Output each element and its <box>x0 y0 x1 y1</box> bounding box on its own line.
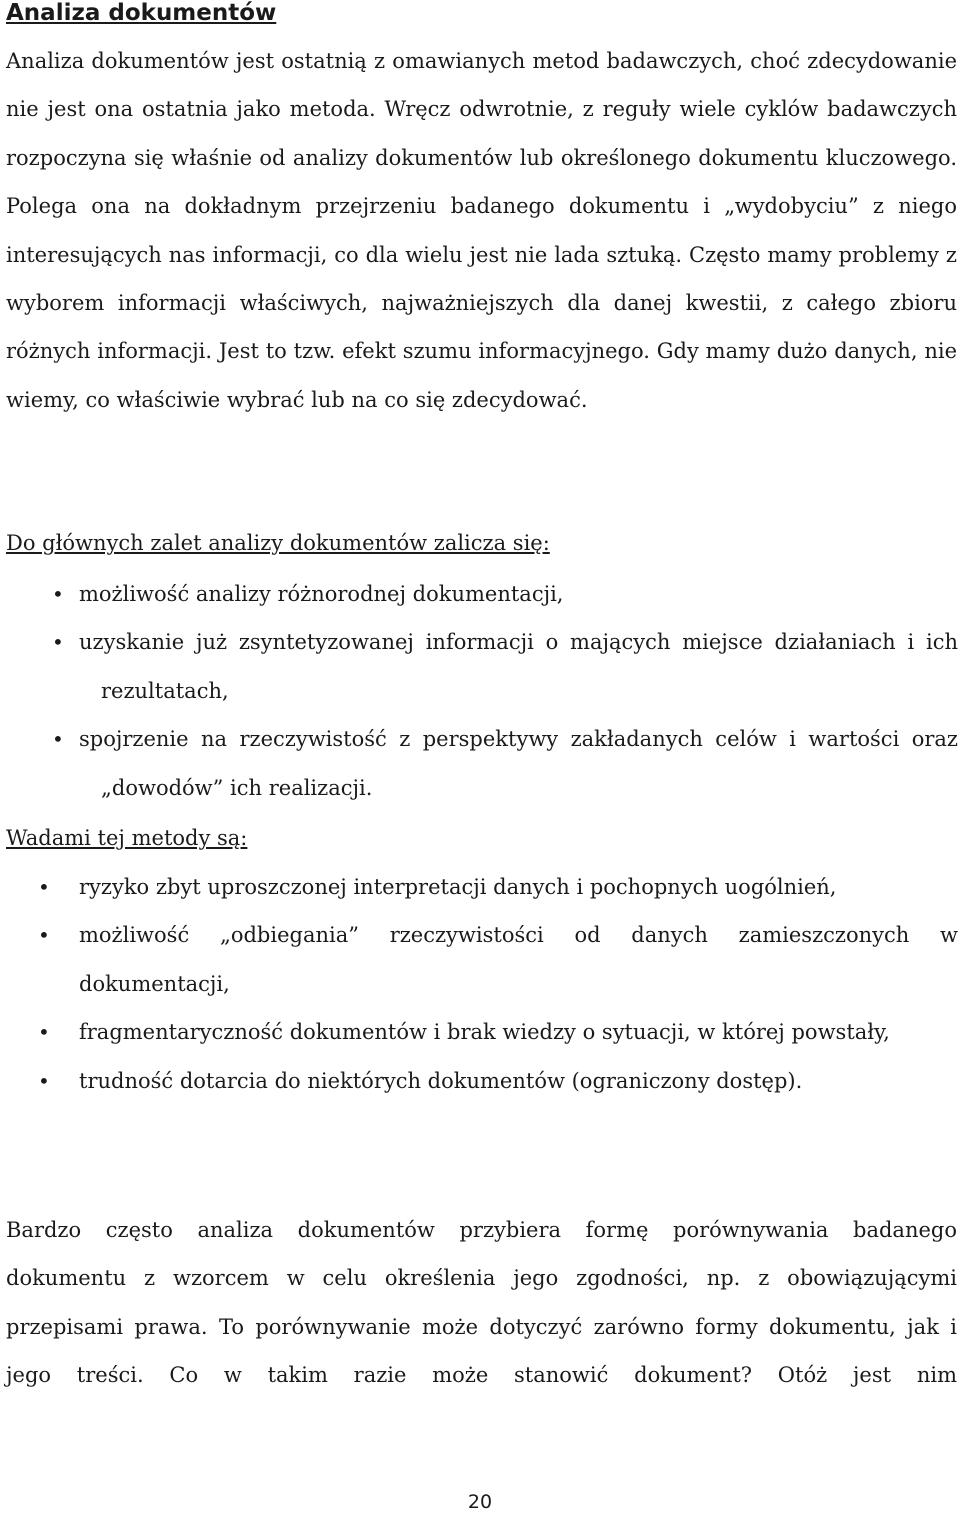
bullet-dot-icon: • <box>52 727 64 752</box>
bullet-dot-icon: • <box>52 630 64 655</box>
list-item-text: możliwość „odbiegania” rzeczywistości od danych zamieszczonych w dokumentacji, <box>79 923 958 996</box>
list-item <box>0 570 958 618</box>
intro-paragraph: Analiza dokumentów jest ostatnią z omawianych metod badawczych, choć zdecydowanie nie jest ona ostatnia jako metoda. Wręcz odwrotnie, z reguły wiele cyklów badawczych rozpoczyna się właśnie od analizy dokumentów lub określonego dokumentu kluczowego. Polega ona na dokładnym przejrzeniu badanego dokumentu i „wydobyciu” z niego interesujących nas informacji, co dla wielu jest nie lada sztuką. Często mamy problemy z wyborem informacji właściwych, najważniejszych dla danej kwestii, z całego zbioru różnych informacji. Jest to tzw. efekt szumu informacyjnego. Gdy mamy dużo danych, nie wiemy, co właściwie wybrać lub na co się zdecydować. <box>6 49 957 412</box>
list-item-text: trudność dotarcia do niektórych dokumentów (ograniczony dostęp). <box>79 1068 803 1093</box>
closing-paragraph: Bardzo często analiza dokumentów przybiera formę porównywania badanego dokumentu z wzorcem w celu określenia jego zgodności, np. z obowiązującymi przepisami prawa. To porównywanie może dotyczyć zarówno formy dokumentu, jak i jego treści. Co w takim razie może stanowić dokument? Otóż jest nim <box>6 1218 957 1388</box>
list-item-text: uzyskanie już zsyntetyzowanej informacji o mających miejsce działaniach i ich rezultatach, <box>79 630 958 703</box>
disadvantages-list <box>0 863 958 1105</box>
bullet-dot-icon: • <box>52 582 64 606</box>
page-number: 20 <box>467 1491 493 1513</box>
list-item-text: możliwość analizy różnorodnej dokumentacji, <box>79 582 564 606</box>
bullet-dot-icon: • <box>38 1068 50 1093</box>
list-item <box>0 715 958 812</box>
section-heading: Analiza dokumentów <box>6 0 277 26</box>
list-item <box>0 1008 958 1056</box>
bullet-dot-icon: • <box>38 875 50 899</box>
advantages-list <box>0 570 958 812</box>
list-item-text: spojrzenie na rzeczywistość z perspektywy zakładanych celów i wartości oraz „dowodów” ich realizacji. <box>79 727 958 800</box>
bullet-dot-icon: • <box>38 923 50 948</box>
list-item-text: ryzyko zbyt uproszczonej interpretacji danych i pochopnych uogólnień, <box>79 875 837 899</box>
list-item-text: fragmentaryczność dokumentów i brak wiedzy o sytuacji, w której powstały, <box>79 1020 890 1045</box>
list-item <box>0 618 958 715</box>
advantages-subheading: Do głównych zalet analizy dokumentów zalicza się: <box>6 531 550 555</box>
disadvantages-subheading: Wadami tej metody są: <box>6 826 248 850</box>
list-item <box>0 1057 958 1105</box>
list-item <box>0 911 958 1008</box>
bullet-dot-icon: • <box>38 1020 50 1045</box>
list-item <box>0 863 958 911</box>
